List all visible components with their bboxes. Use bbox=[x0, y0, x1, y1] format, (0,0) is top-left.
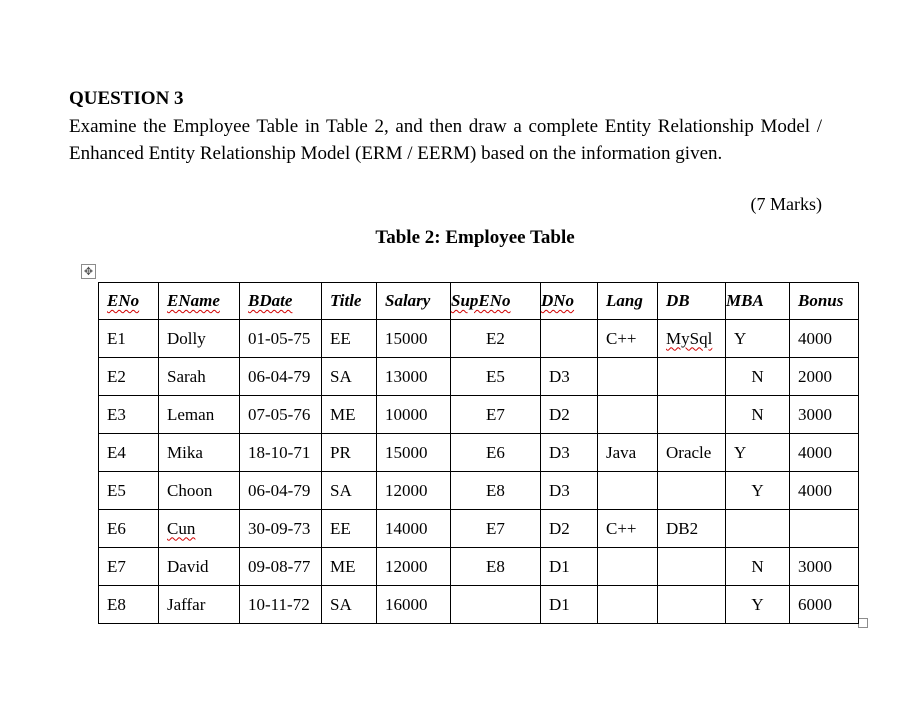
cell-dno: D3 bbox=[541, 358, 598, 396]
cell-mba: Y bbox=[726, 586, 790, 624]
cell-title: PR bbox=[322, 434, 377, 472]
cell-bdate: 10-11-72 bbox=[240, 586, 322, 624]
cell-bdate: 06-04-79 bbox=[240, 472, 322, 510]
cell-salary: 13000 bbox=[377, 358, 451, 396]
header-supeno: SupENo bbox=[451, 283, 541, 320]
employee-table bbox=[98, 282, 859, 624]
cell-supeno: E8 bbox=[451, 472, 541, 510]
cell-supeno: E7 bbox=[451, 510, 541, 548]
cell-salary: 12000 bbox=[377, 548, 451, 586]
cell-bonus: 2000 bbox=[790, 358, 859, 396]
header-mba: MBA bbox=[726, 283, 790, 320]
table-row bbox=[99, 548, 859, 586]
cell-ename: Cun bbox=[159, 510, 240, 548]
cell-bonus: 6000 bbox=[790, 586, 859, 624]
cell-lang bbox=[598, 586, 658, 624]
cell-bdate: 07-05-76 bbox=[240, 396, 322, 434]
cell-lang: C++ bbox=[598, 510, 658, 548]
cell-bdate: 01-05-75 bbox=[240, 320, 322, 358]
cell-dno bbox=[541, 320, 598, 358]
cell-db bbox=[658, 548, 726, 586]
table-row bbox=[99, 510, 859, 548]
question-text: Examine the Employee Table in Table 2, and then draw a complete Entity Relationship Model / Enhanced Entity Relationship Model (ERM / EERM) based on the information given. bbox=[69, 116, 822, 164]
cell-bdate: 30-09-73 bbox=[240, 510, 322, 548]
cell-supeno: E8 bbox=[451, 548, 541, 586]
marks-label: (7 Marks) bbox=[750, 194, 822, 214]
cell-eno: E7 bbox=[99, 548, 159, 586]
cell-bonus bbox=[790, 510, 859, 548]
cell-db bbox=[658, 472, 726, 510]
table-row bbox=[99, 396, 859, 434]
cell-eno: E2 bbox=[99, 358, 159, 396]
cell-bonus: 4000 bbox=[790, 472, 859, 510]
table-caption: Table 2: Employee Table bbox=[375, 227, 575, 248]
header-salary: Salary bbox=[377, 283, 451, 320]
cell-ename: David bbox=[159, 548, 240, 586]
header-lang: Lang bbox=[598, 283, 658, 320]
table-row bbox=[99, 472, 859, 510]
cell-bonus: 3000 bbox=[790, 396, 859, 434]
table-row bbox=[99, 358, 859, 396]
cell-ename: Sarah bbox=[159, 358, 240, 396]
cell-lang bbox=[598, 472, 658, 510]
cell-db bbox=[658, 358, 726, 396]
cell-salary: 15000 bbox=[377, 320, 451, 358]
cell-dno: D3 bbox=[541, 472, 598, 510]
cell-ename: Mika bbox=[159, 434, 240, 472]
table-row bbox=[99, 320, 859, 358]
header-eno: ENo bbox=[99, 283, 159, 320]
cell-title: SA bbox=[322, 586, 377, 624]
cell-salary: 10000 bbox=[377, 396, 451, 434]
cell-dno: D2 bbox=[541, 396, 598, 434]
cell-title: EE bbox=[322, 510, 377, 548]
cell-eno: E6 bbox=[99, 510, 159, 548]
cell-lang: Java bbox=[598, 434, 658, 472]
cell-lang bbox=[598, 548, 658, 586]
cell-mba: N bbox=[726, 548, 790, 586]
header-title: Title bbox=[322, 283, 377, 320]
cell-supeno: E6 bbox=[451, 434, 541, 472]
cell-db bbox=[658, 586, 726, 624]
cell-bonus: 4000 bbox=[790, 434, 859, 472]
cell-supeno: E5 bbox=[451, 358, 541, 396]
cell-mba: Y bbox=[726, 472, 790, 510]
cell-bdate: 18-10-71 bbox=[240, 434, 322, 472]
cell-ename: Choon bbox=[159, 472, 240, 510]
cell-mba: Y bbox=[726, 320, 790, 358]
cell-bdate: 06-04-79 bbox=[240, 358, 322, 396]
table-resize-handle[interactable] bbox=[858, 618, 868, 628]
question-heading: QUESTION 3 bbox=[69, 88, 184, 109]
cell-supeno: E2 bbox=[451, 320, 541, 358]
cell-dno: D1 bbox=[541, 548, 598, 586]
cell-title: SA bbox=[322, 472, 377, 510]
cell-title: SA bbox=[322, 358, 377, 396]
cell-title: ME bbox=[322, 548, 377, 586]
cell-db: Oracle bbox=[658, 434, 726, 472]
cell-bdate: 09-08-77 bbox=[240, 548, 322, 586]
cell-title: EE bbox=[322, 320, 377, 358]
cell-eno: E8 bbox=[99, 586, 159, 624]
cell-db bbox=[658, 396, 726, 434]
cell-dno: D3 bbox=[541, 434, 598, 472]
cell-salary: 12000 bbox=[377, 472, 451, 510]
cell-title: ME bbox=[322, 396, 377, 434]
table-move-handle-icon[interactable]: ✥ bbox=[81, 264, 96, 279]
cell-dno: D1 bbox=[541, 586, 598, 624]
cell-ename: Jaffar bbox=[159, 586, 240, 624]
header-dno: DNo bbox=[541, 283, 598, 320]
header-db: DB bbox=[658, 283, 726, 320]
cell-bonus: 4000 bbox=[790, 320, 859, 358]
cell-bonus: 3000 bbox=[790, 548, 859, 586]
cell-ename: Dolly bbox=[159, 320, 240, 358]
cell-supeno: E7 bbox=[451, 396, 541, 434]
header-bonus: Bonus bbox=[790, 283, 859, 320]
cell-eno: E3 bbox=[99, 396, 159, 434]
cell-dno: D2 bbox=[541, 510, 598, 548]
cell-mba: Y bbox=[726, 434, 790, 472]
table-row bbox=[99, 586, 859, 624]
cell-eno: E1 bbox=[99, 320, 159, 358]
cell-mba bbox=[726, 510, 790, 548]
cell-db: DB2 bbox=[658, 510, 726, 548]
cell-lang bbox=[598, 358, 658, 396]
cell-eno: E4 bbox=[99, 434, 159, 472]
cell-lang bbox=[598, 396, 658, 434]
cell-salary: 15000 bbox=[377, 434, 451, 472]
cell-mba: N bbox=[726, 358, 790, 396]
cell-salary: 14000 bbox=[377, 510, 451, 548]
cell-ename: Leman bbox=[159, 396, 240, 434]
cell-db: MySql bbox=[658, 320, 726, 358]
cell-salary: 16000 bbox=[377, 586, 451, 624]
header-bdate: BDate bbox=[240, 283, 322, 320]
table-row bbox=[99, 434, 859, 472]
cell-supeno bbox=[451, 586, 541, 624]
cell-mba: N bbox=[726, 396, 790, 434]
cell-eno: E5 bbox=[99, 472, 159, 510]
cell-lang: C++ bbox=[598, 320, 658, 358]
table-header-row bbox=[99, 283, 859, 320]
header-ename: EName bbox=[159, 283, 240, 320]
